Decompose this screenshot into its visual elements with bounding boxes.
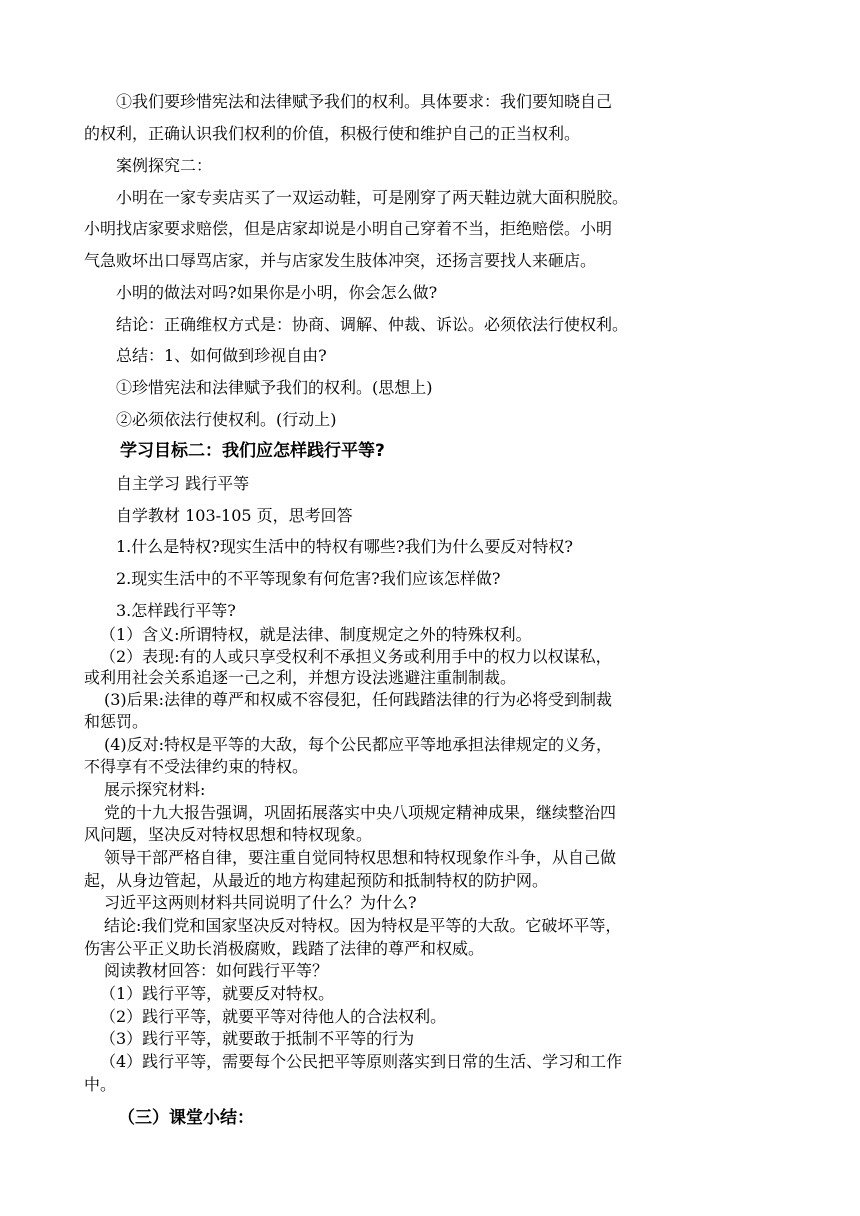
paragraph-line: 和惩罚。 bbox=[84, 712, 149, 731]
paragraph-line: 1.什么是特权?现实生活中的特权有哪些?我们为什么要反对特权? bbox=[116, 537, 574, 556]
paragraph-line: (3)后果:法律的尊严和权威不容侵犯，任何践踏法律的行为必将受到制裁 bbox=[104, 690, 613, 709]
paragraph-line: （3）践行平等，就要敢于抵制不平等的行为 bbox=[100, 1029, 415, 1048]
paragraph-line: (4)反对:特权是平等的大敌，每个公民都应平等地承担法律规定的义务， bbox=[104, 735, 613, 754]
paragraph-line: 习近平这两则材料共同说明了什么？为什么? bbox=[104, 893, 417, 912]
paragraph-line: 气急败坏出口辱骂店家，并与店家发生肢体冲突，还扬言要找人来砸店。 bbox=[84, 251, 597, 270]
paragraph-line: 结论:我们党和国家坚决反对特权。因为特权是平等的大敌。它破坏平等， bbox=[104, 916, 622, 935]
paragraph-line: 中。 bbox=[84, 1075, 117, 1094]
paragraph-line: 领导干部严格自律，要注重自觉同特权思想和特权现象作斗争，从自己做 bbox=[104, 848, 617, 867]
paragraph-line: 自学教材 103-105 页，思考回答 bbox=[116, 506, 353, 525]
paragraph-line: ①珍惜宪法和法律赋予我们的权利。(思想上) bbox=[116, 378, 433, 397]
paragraph-line: 党的十九大报告强调，巩固拓展落实中央八项规定精神成果，继续整治四 bbox=[104, 803, 617, 822]
paragraph-line: ②必须依法行使权利。(行动上) bbox=[116, 410, 337, 429]
paragraph-line: 不得享有不受法律约束的特权。 bbox=[84, 757, 309, 776]
paragraph-line: 小明的做法对吗?如果你是小明，你会怎么做? bbox=[116, 283, 438, 302]
paragraph-line: 的权利，正确认识我们权利的价值，积极行使和维护自己的正当权利。 bbox=[84, 124, 581, 143]
paragraph-line: 3.怎样践行平等? bbox=[116, 601, 236, 620]
paragraph-line: （1）践行平等，就要反对特权。 bbox=[100, 984, 335, 1003]
paragraph-line: 起，从身边管起，从最近的地方构建起预防和抵制特权的防护网。 bbox=[84, 871, 549, 890]
paragraph-line: （4）践行平等，需要每个公民把平等原则落实到日常的生活、学习和工作 bbox=[100, 1052, 623, 1071]
paragraph-line: （1）含义:所谓特权，就是法律、制度规定之外的特殊权利。 bbox=[100, 625, 532, 644]
paragraph-line: 案例探究二： bbox=[116, 156, 213, 175]
paragraph-line: 结论：正确维权方式是：协商、调解、仲裁、诉讼。必须依法行使权利。 bbox=[116, 315, 629, 334]
paragraph-line: 伤害公平正义助长消极腐败，践踏了法律的尊严和权威。 bbox=[84, 939, 485, 958]
paragraph-line: 自主学习 践行平等 bbox=[116, 474, 250, 493]
paragraph-line: 展示探究材料: bbox=[104, 780, 206, 799]
paragraph-line: 或利用社会关系追逐一己之利，并想方设法逃避注重制制裁。 bbox=[84, 668, 517, 687]
paragraph-line: 小明找店家要求赔偿，但是店家却说是小明自己穿着不当，拒绝赔偿。小明 bbox=[84, 219, 613, 238]
paragraph-line: 阅读教材回答：如何践行平等？ bbox=[104, 961, 329, 980]
paragraph-line: 小明在一家专卖店买了一双运动鞋，可是刚穿了两天鞋边就大面积脱胶。 bbox=[116, 188, 629, 207]
paragraph-line: 风问题，坚决反对特权思想和特权现象。 bbox=[84, 825, 373, 844]
paragraph-line: （2）践行平等，就要平等对待他人的合法权利。 bbox=[100, 1007, 447, 1026]
paragraph-line: （2）表现:有的人或只享受权利不承担义务或利用手中的权力以权谋私， bbox=[100, 647, 612, 666]
paragraph-line: ①我们要珍惜宪法和法律赋予我们的权利。具体要求：我们要知晓自己 bbox=[116, 92, 613, 111]
section-heading: （三）课堂小结： bbox=[118, 1108, 254, 1128]
paragraph-line: 2.现实生活中的不平等现象有何危害?我们应该怎样做? bbox=[116, 569, 501, 588]
paragraph-line: 总结：1、如何做到珍视自由? bbox=[116, 346, 327, 365]
section-heading: 学习目标二：我们应怎样践行平等? bbox=[120, 441, 385, 461]
